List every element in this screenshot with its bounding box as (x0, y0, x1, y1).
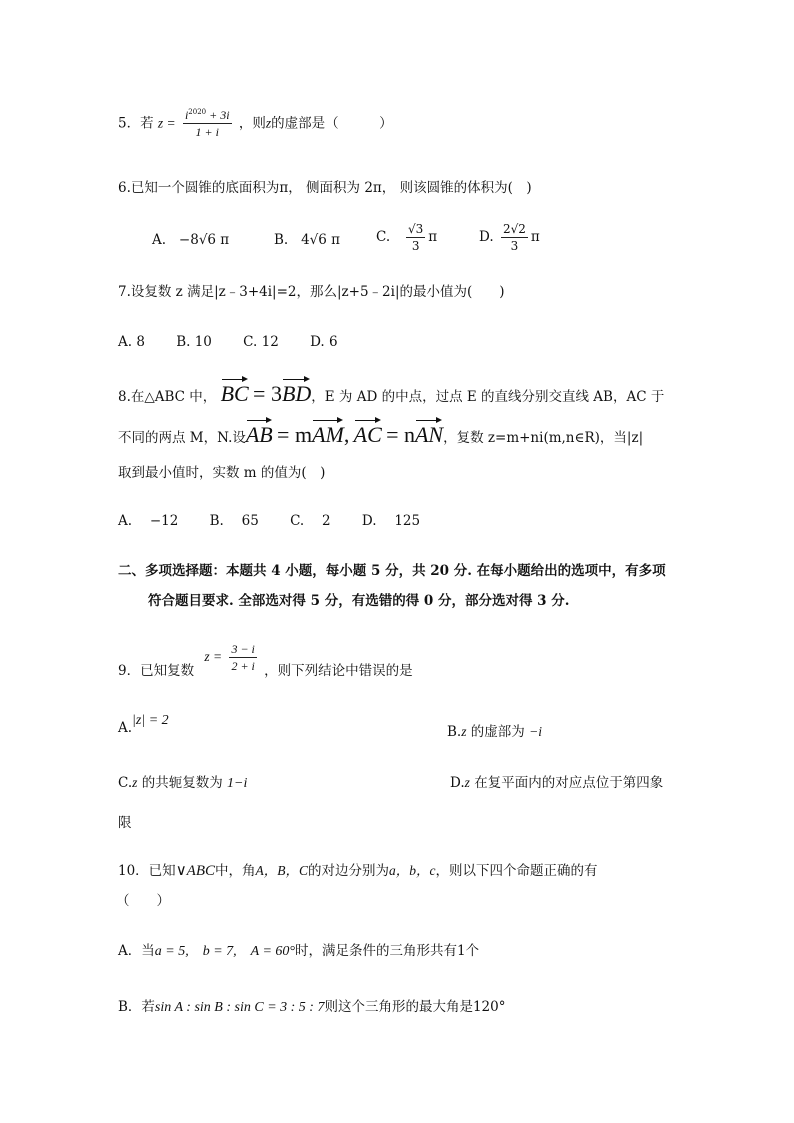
question-7: 7.设复数 z 满足|z﹣3+4i|=2，那么|z+5﹣2i|的最小值为( ) (118, 284, 505, 300)
q10-option-b: B．若sin A : sin B : sin C = 3 : 5 : 7则这个三角形的最大角是120° (118, 999, 506, 1015)
q9-fraction: $\frac{3 - i}{2 + i}$ (231, 642, 255, 674)
vector-ab: AB (246, 416, 273, 446)
q9-option-c: C.z 的共轭复数为 1−i (118, 775, 248, 791)
q5-num-i: i (184, 108, 189, 122)
question-8-line-1: 8.在△ABC 中， BC = 3 BD，E 为 AD 的中点，过点 E 的直线分别交直线 AB，AC 于 (118, 375, 664, 407)
q9-option-b: B.z 的虚部为 −i (447, 724, 542, 740)
q6-option-d: D. $\frac{2√2}{3}$ π (479, 222, 540, 253)
q5-num-exp: 2020 (188, 108, 207, 116)
q5-z: z (265, 115, 272, 131)
vector-ac: AC (354, 416, 382, 446)
vector-an: AN (415, 416, 443, 446)
question-8-line-2: 不同的两点 M，N.设 AB = m AM, AC = n AN，复数 z=m+ni(m,n∈R)，当|z| (118, 416, 643, 448)
q5-prefix: 5．若 (118, 115, 154, 132)
q8-options: A. −12 B. 65 C. 2 D. 125 (118, 513, 421, 529)
q7-options: A. 8 B. 10 C. 12 D. 6 (118, 334, 338, 350)
q6-option-b: B. 4√6 π (274, 232, 341, 248)
vector-bd: BD (282, 375, 311, 405)
q10-answer-paren: （ ） (116, 893, 170, 909)
question-5 (118, 108, 393, 140)
q5-den: 1 + i (195, 125, 219, 140)
section-2-heading-line-1: 二、多项选择题：本题共 4 小题，每小题 5 分，共 20 分. 在每小题给出的选项中，有多项 (118, 563, 666, 579)
q9-option-a: A.|z| = 2 (118, 713, 169, 736)
q6-option-a: A. −8√6 π (152, 232, 230, 248)
question-10: 10．已知∨ABC中，角A，B，C的对边分别为a，b，c，则以下四个命题正确的有 (118, 863, 598, 879)
question-8-line-3: 取到最小值时，实数 m 的值为( ) (118, 465, 326, 481)
q9-option-d-continued: 限 (118, 815, 132, 831)
q5-fraction (183, 108, 232, 140)
question-6: 6.已知一个圆锥的底面积为π， 侧面积为 2π， 则该圆锥的体积为( ) (118, 180, 532, 196)
q5-z-eq: z = (157, 115, 176, 131)
vector-am: AM (312, 416, 344, 446)
question-9: 9．已知复数 z = $\frac{3 - i}{2 + i}$ ，则下列结论中错误的是 (118, 642, 413, 680)
q10-option-a: A．当a = 5, b = 7, A = 60°时，满足条件的三角形共有1个 (118, 943, 480, 959)
q6-option-c: C. $\frac{√3}{3}$ π (376, 222, 438, 253)
q5-post: 的虚部是（ ） (271, 115, 393, 132)
q5-mid: ，则 (238, 115, 266, 132)
vector-bc: BC (221, 375, 249, 405)
section-2-heading-line-2: 符合题目要求. 全部选对得 5 分，有选错的得 0 分，部分选对得 3 分. (148, 593, 570, 609)
q9-option-d: D.z 在复平面内的对应点位于第四象 (450, 775, 664, 791)
q5-num-rest: + 3i (206, 108, 230, 122)
